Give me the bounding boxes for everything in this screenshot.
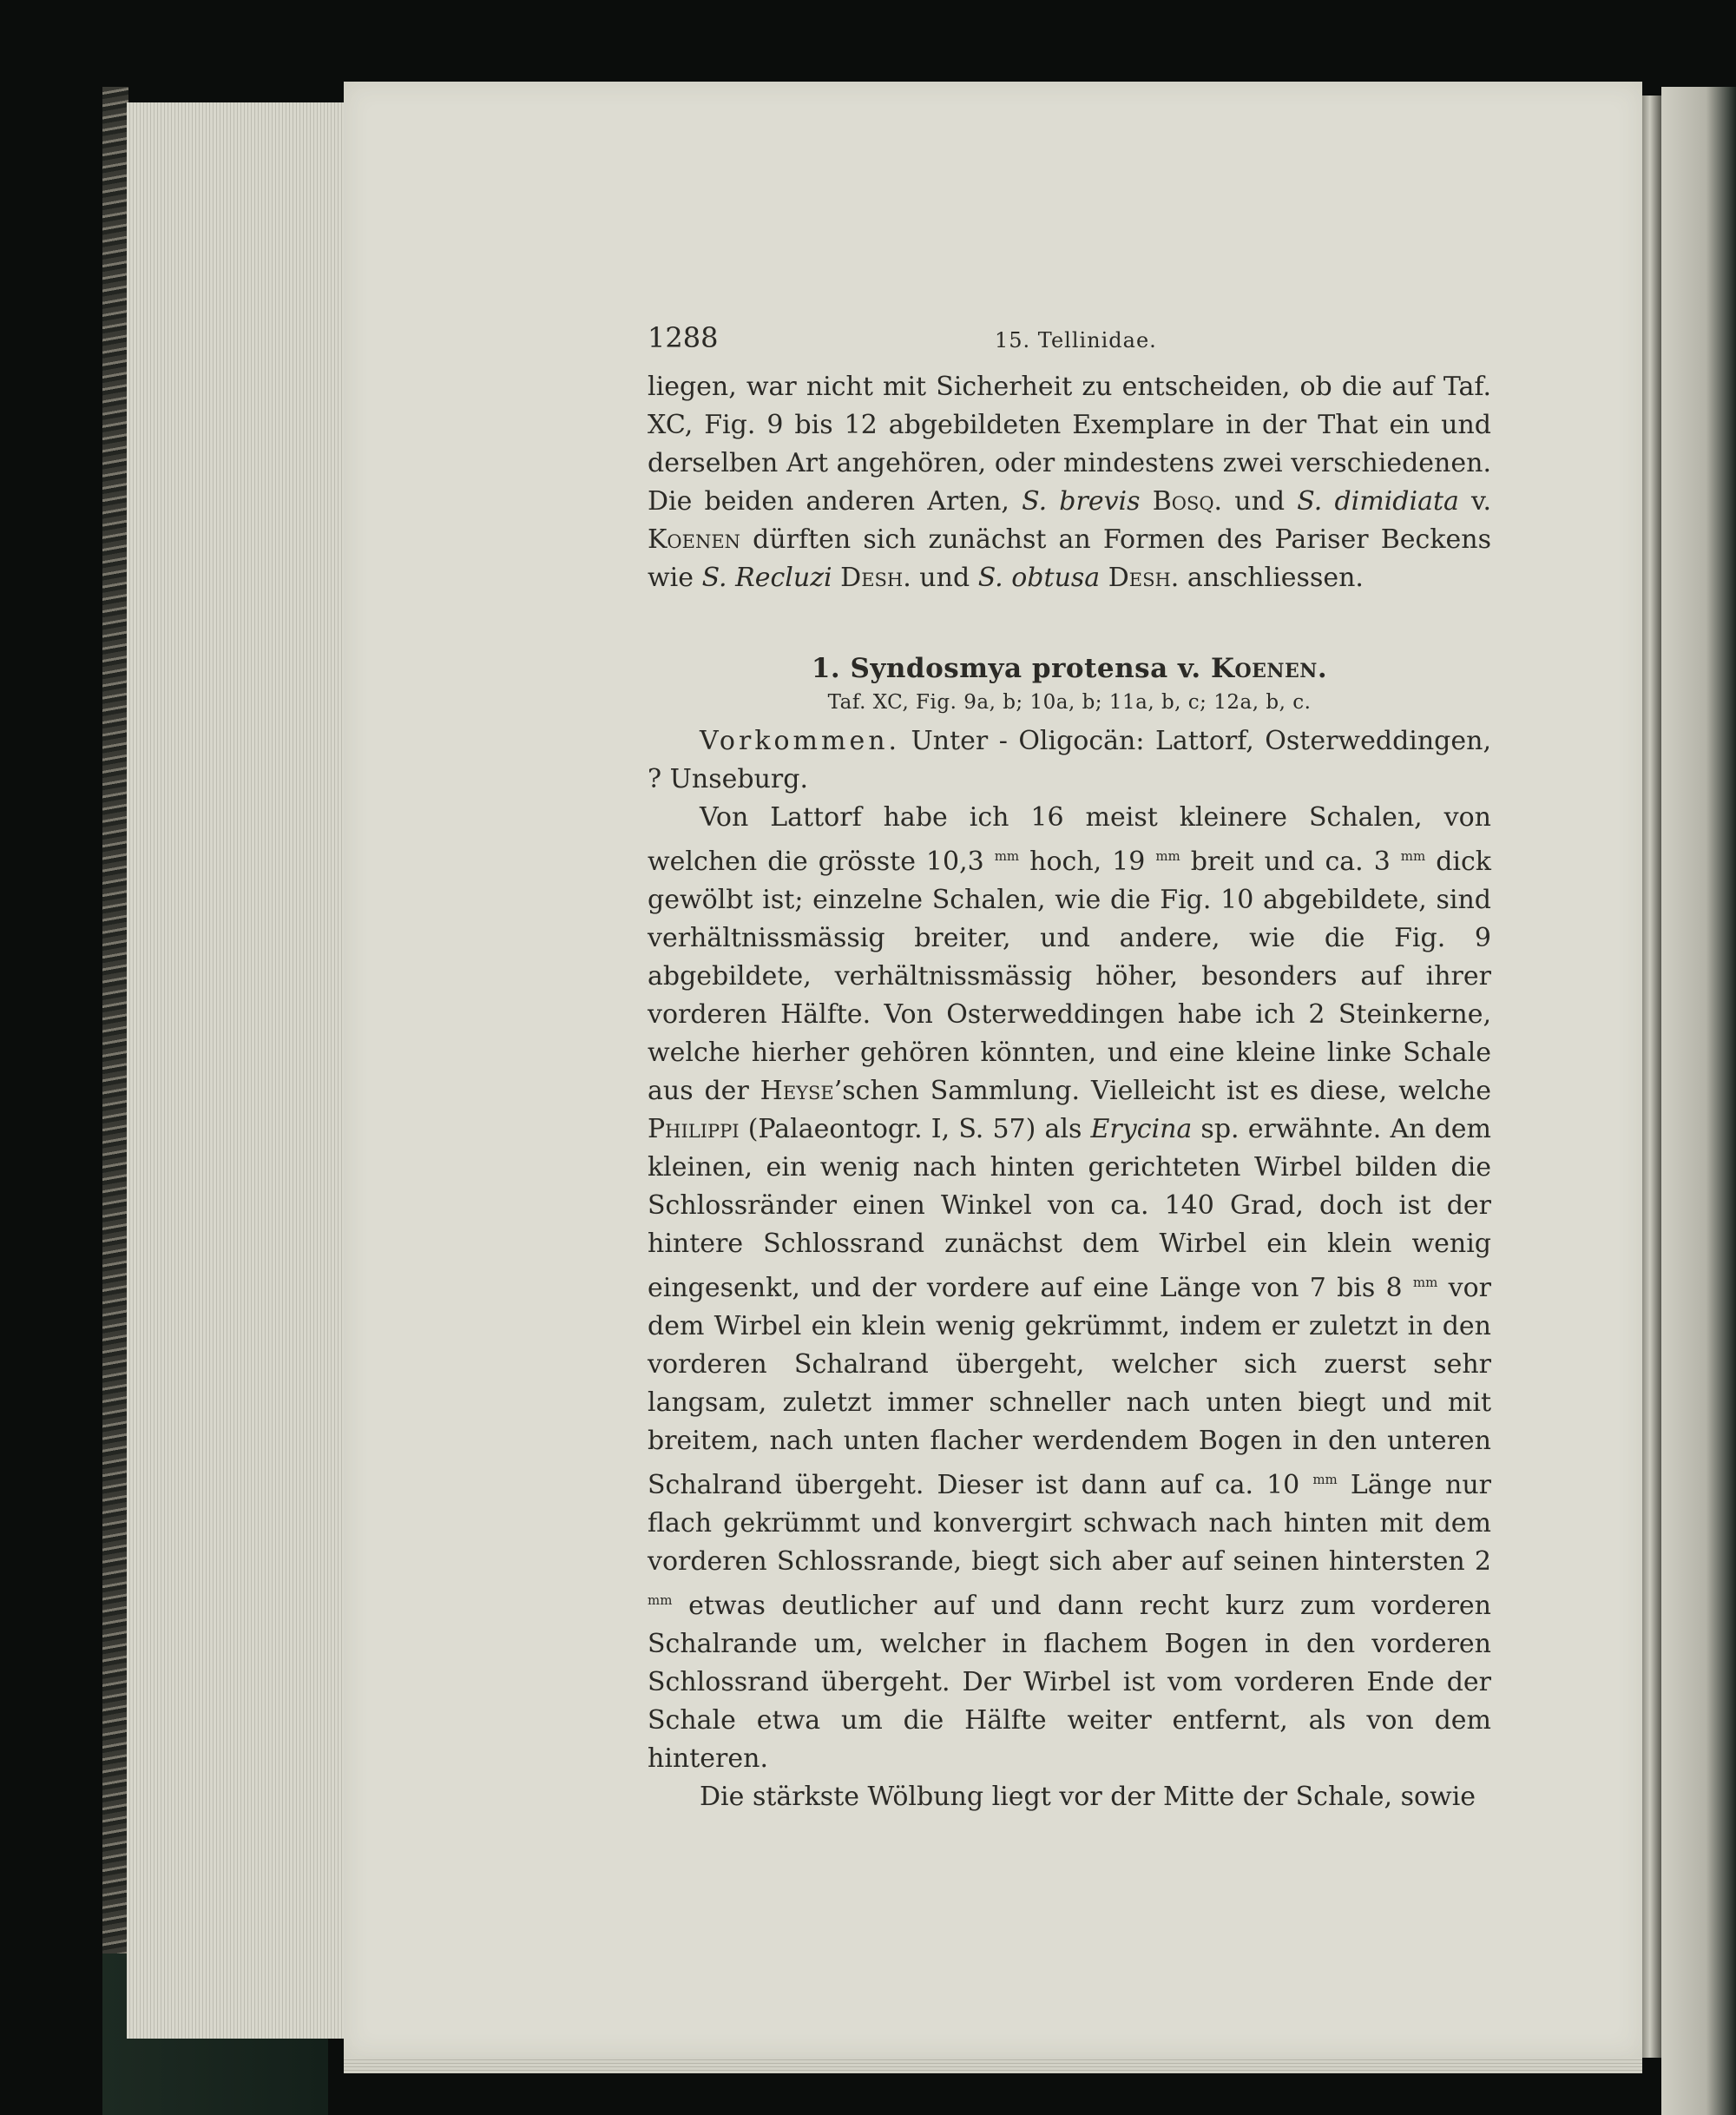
facing-page-edge	[1661, 87, 1736, 2115]
species-name: S. brevis	[1022, 486, 1141, 517]
running-head	[648, 316, 1491, 368]
unit-mm: mm	[1155, 848, 1180, 864]
book-spine	[102, 87, 128, 2115]
species-name: S. Recluzi	[701, 563, 832, 593]
plate-reference: Taf. XC, Fig. 9a, b; 10a, b; 11a, b, c; 12a, b, c.	[827, 691, 1312, 714]
page-gutter-right	[1642, 96, 1661, 2058]
page-edges-left	[127, 102, 345, 2039]
unit-mm: mm	[994, 848, 1020, 864]
description-paragraph: Von Lattorf habe ich 16 meist kleinere Schalen, von welchen die grösste 10,3 $^{mm}$ hoch, 19 $^{mm}$ breit und ca. 3 $^{mm}$ dick gewölbt ist; einzelne Schalen, wie die Fig. 10 abgebildete, sind verhältnissmässig breiter, und andere, wie die Fig. 9 abgebildete, verhältnissmässig höher, besonders auf ihrer vorderen Hälfte. Von Osterweddingen habe ich 2 Steinkerne, welche hierher gehören könnten, und eine kleine linke Schale aus der Heyse’schen Sammlung. Vielleicht ist es diese, welche Philippi (Palaeontogr. I, S. 57) als Erycina sp. erwähnte. An dem kleinen, ein wenig nach hinten gerichteten Wirbel bilden die Schlossränder einen Winkel von ca. 140 Grad, doch ist der hintere Schlossrand zunächst dem Wirbel ein klein wenig eingesenkt, und der vordere auf eine Länge von 7 bis 8 $^{mm}$ vor dem Wirbel ein klein wenig gekrümmt, indem er zuletzt in den vorderen Schalrand übergeht, welcher sich zuerst sehr langsam, zuletzt immer schneller nach unten biegt und mit breitem, nach unten flacher werdendem Bogen in den unteren Schalrand übergeht. Dieser ist dann auf ca. 10 $^{mm}$ Länge nur flach gekrümmt und konvergirt schwach nach hinten mit dem vorderen Schlossrande, biegt sich aber auf seinen hintersten 2 $^{mm}$ etwas deutlicher auf und dann recht kurz zum vorderen Schalrande um, welcher in flachem Bogen in den vorderen Schlossrand übergeht. Der Wirbel ist vom vorderen Ende der Schale etwa um die Hälfte weiter entfernt, als von dem hinteren.	[648, 802, 1491, 1774]
text-block	[648, 316, 1491, 1816]
unit-mm: mm	[648, 1592, 673, 1608]
unit-mm: mm	[1400, 848, 1426, 864]
author-name: Bosq.	[1152, 486, 1223, 517]
last-paragraph: Die stärkste Wölbung liegt vor der Mitte der Schale, sowie	[700, 1782, 1476, 1812]
occurrence-label: Vorkommen.	[700, 726, 901, 756]
unit-mm: mm	[1312, 1472, 1338, 1487]
book-page	[344, 82, 1642, 2058]
species-heading: 1. Syndosmya protensa v. Koenen.	[811, 653, 1328, 684]
author-name: Desh.	[1108, 563, 1180, 593]
author-name: Koenen	[648, 524, 741, 555]
collector-name: Heyse	[760, 1076, 834, 1106]
page-number: 1288	[648, 321, 719, 354]
species-name: S. dimidiata	[1297, 486, 1459, 517]
author-name: Desh.	[840, 563, 911, 593]
occurrence-paragraph: Vorkommen. Unter - Oligocän: Lattorf, Osterweddingen, ? Unseburg.	[648, 726, 1491, 794]
species-author: Koenen.	[1211, 653, 1328, 684]
unit-mm: mm	[1412, 1275, 1438, 1290]
genus-name: Erycina	[1090, 1114, 1193, 1144]
author-name: Philippi	[648, 1114, 740, 1144]
species-name: S. obtusa	[977, 563, 1101, 593]
section-title: 15. Tellinidae.	[995, 328, 1157, 352]
intro-paragraph: liegen, war nicht mit Sicherheit zu entscheiden, ob die auf Taf. XC, Fig. 9 bis 12 abgebildeten Exemplare in der That ein und derselben Art angehören, oder mindestens zwei verschiedenen. Die beiden anderen Arten, S. brevis Bosq. und S. dimidiata v. Koenen dürften sich zunächst an Formen des Pariser Beckens wie S. Recluzi Desh. und S. obtusa Desh. anschliessen.	[648, 372, 1491, 593]
